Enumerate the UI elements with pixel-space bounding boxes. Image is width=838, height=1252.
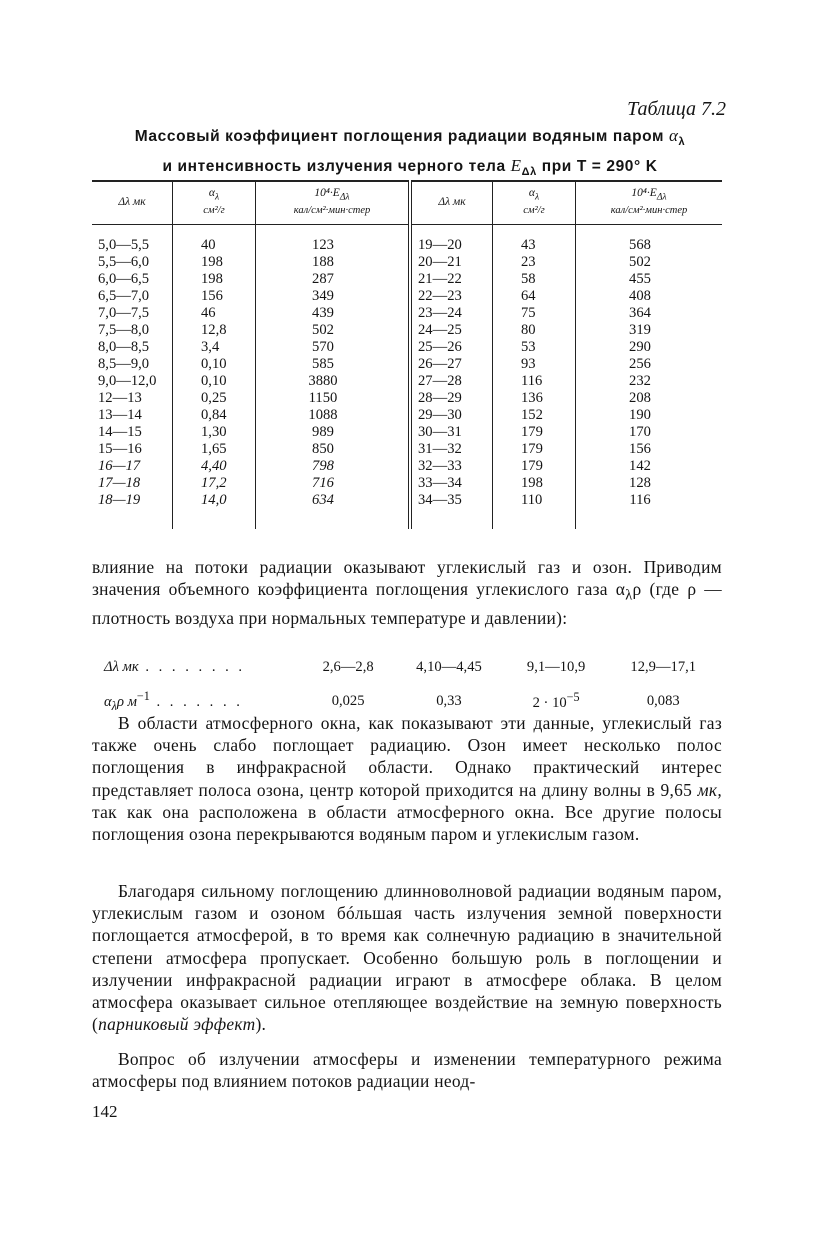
- table-row: [92, 492, 722, 529]
- row-intensity-2: 290: [576, 339, 723, 356]
- row-alpha-2: 53: [493, 339, 576, 356]
- row-intensity-2: 502: [576, 254, 723, 271]
- co2-wavelength-value: 4,10—4,45: [416, 658, 482, 675]
- row-alpha-2: 80: [493, 322, 576, 339]
- header-intensity-1-sub: Δλ: [339, 191, 350, 203]
- table-row: [92, 271, 722, 288]
- caption-alpha-subscript: λ: [678, 136, 686, 149]
- paragraph1-subscript: λ: [625, 587, 633, 604]
- row-wavelength-2: 29—30: [410, 407, 493, 424]
- row-alpha-1: 3,4: [173, 339, 256, 356]
- row-intensity-2: 408: [576, 288, 723, 305]
- row-intensity-1: 585: [256, 356, 411, 373]
- caption-line2-prefix: и интенсивность излучения черного тела: [162, 158, 506, 176]
- row-alpha-1: 17,2: [173, 475, 256, 492]
- caption-alpha-symbol: α: [669, 126, 679, 145]
- row-alpha-2: 58: [493, 271, 576, 288]
- header-alpha-2-symbol: α: [528, 187, 535, 199]
- row-intensity-2: 128: [576, 475, 723, 492]
- row-intensity-1: 287: [256, 271, 411, 288]
- table-row: [92, 356, 722, 373]
- row-wavelength-1: 5,0—5,5: [98, 237, 150, 254]
- row-alpha-2: 179: [493, 424, 576, 441]
- table-row: [92, 339, 722, 356]
- table-row: [92, 305, 722, 322]
- row-wavelength-2: 19—20: [410, 225, 493, 255]
- row-intensity-2: 116: [576, 492, 723, 529]
- absorption-table: [92, 180, 722, 529]
- table-caption: [90, 124, 730, 184]
- row-wavelength-2: 33—34: [410, 475, 493, 492]
- row-wavelength-1: 7,5—8,0: [98, 322, 150, 339]
- header-alpha-1-symbol: α: [208, 187, 215, 199]
- table-row: [92, 458, 722, 475]
- row-intensity-2: 232: [576, 373, 723, 390]
- co2-wavelength-label-text: Δλ мк: [104, 658, 139, 675]
- row-alpha-2: 116: [493, 373, 576, 390]
- row-wavelength-2: 26—27: [410, 356, 493, 373]
- caption-line1-text: Массовый коэффициент поглощения радиации водяным паром: [134, 128, 665, 145]
- co2-wavelength-value: 2,6—2,8: [322, 658, 374, 675]
- paragraph3-text-1: Благодаря сильному поглощению длинноволновой радиации водяным паром, углекислым газом и озоном бóльшая часть излучения земной поверхности поглощается атмосферой, в то время как солнечную радиацию в значительной степени атмосфера пропускает. Особенно большую роль в поглощении и излучении инфракрасной радиации играют в атмосфере облака. В целом атмосфера оказывает сильное отепляющее воздействие на земную поверхность (: [92, 881, 722, 1035]
- row-wavelength-1: 15—16: [98, 441, 142, 458]
- table-row: [92, 373, 722, 390]
- paragraph3-text-2: ).: [255, 1014, 267, 1035]
- header-wavelength-1: Δλ мк: [92, 181, 173, 225]
- row-wavelength-2: 22—23: [410, 288, 493, 305]
- co2-wavelength-value: 9,1—10,9: [526, 658, 586, 675]
- row-wavelength-1: 16—17: [98, 458, 141, 475]
- row-alpha-1: 0,10: [173, 373, 256, 390]
- header-alpha-1-unit: см²/г: [203, 205, 225, 217]
- row-intensity-2: 208: [576, 390, 723, 407]
- row-wavelength-1: 13—14: [98, 407, 142, 424]
- row-wavelength-1: 6,5—7,0: [98, 288, 150, 305]
- co2-coef-sup: −1: [136, 688, 150, 703]
- header-intensity-1: [256, 181, 411, 225]
- row-intensity-1: 716: [256, 475, 411, 492]
- header-intensity-1-symbol: 10⁴·E: [314, 187, 340, 199]
- co2-coef-symbol: α: [104, 693, 112, 710]
- caption-e-subscript: Δλ: [521, 166, 537, 179]
- row-wavelength-1: 8,5—9,0: [98, 356, 150, 373]
- row-intensity-2: 455: [576, 271, 723, 288]
- row-alpha-1: 46: [173, 305, 256, 322]
- row-wavelength-2: 31—32: [410, 441, 493, 458]
- row-wavelength-1: 14—15: [98, 424, 142, 441]
- row-intensity-2: 142: [576, 458, 723, 475]
- co2-wavelength-label: [104, 650, 304, 684]
- row-intensity-1: 439: [256, 305, 411, 322]
- co2-wavelength-value: 12,9—17,1: [630, 658, 697, 675]
- row-intensity-2: 256: [576, 356, 723, 373]
- row-alpha-1: 198: [173, 271, 256, 288]
- row-alpha-1: 0,10: [173, 356, 256, 373]
- co2-coefficient-value: 0,083: [646, 692, 680, 709]
- header-alpha-1-sub: λ: [214, 191, 220, 203]
- table-row: [92, 288, 722, 305]
- co2-coef-value3-sup: −5: [566, 690, 580, 705]
- header-intensity-2-sub: Δλ: [656, 191, 667, 203]
- row-wavelength-2: 23—24: [410, 305, 493, 322]
- row-alpha-2: 64: [493, 288, 576, 305]
- row-wavelength-1: 5,5—6,0: [98, 254, 150, 271]
- row-intensity-1: 850: [256, 441, 411, 458]
- row-intensity-2: 156: [576, 441, 723, 458]
- row-alpha-1: 14,0: [173, 492, 256, 529]
- co2-wavelength-row: [104, 650, 720, 684]
- row-wavelength-2: 20—21: [410, 254, 493, 271]
- row-alpha-1: 1,65: [173, 441, 256, 458]
- caption-temperature: T = 290° K: [576, 158, 658, 176]
- paragraph-co2-intro: [92, 556, 722, 629]
- table-row: [92, 424, 722, 441]
- co2-coef-value3-base: 2 · 10: [532, 694, 567, 711]
- paragraph1-text: влияние на потоки радиации оказывают углекислый газ и озон. Приводим значения объемного коэффициента поглощения углекислого газа α: [92, 557, 722, 600]
- row-wavelength-1: 9,0—12,0: [98, 373, 157, 390]
- row-alpha-1: 40: [173, 225, 256, 255]
- row-alpha-2: 75: [493, 305, 576, 322]
- row-wavelength-1: 7,0—7,5: [98, 305, 150, 322]
- table-row: [92, 441, 722, 458]
- paragraph2-text-2: так как она расположена в области атмосферного окна. Все другие полосы поглощения озона перекрываются водяным паром и углекислым газом.: [92, 801, 722, 845]
- row-alpha-2: 43: [493, 225, 576, 255]
- row-wavelength-2: 25—26: [410, 339, 493, 356]
- header-wavelength-2: Δλ мк: [410, 181, 493, 225]
- paragraph3-term: парниковый эффект: [98, 1014, 256, 1035]
- row-intensity-1: 123: [256, 225, 411, 255]
- row-alpha-2: 152: [493, 407, 576, 424]
- co2-coef-subscript: λ: [111, 698, 117, 713]
- row-intensity-1: 349: [256, 288, 411, 305]
- paragraph1-rest: ρ (где ρ — плотность воздуха при нормальных температуре и давлении):: [92, 579, 722, 628]
- row-intensity-2: 568: [576, 225, 723, 255]
- co2-coef-dots: . . . . . . .: [149, 693, 243, 710]
- row-intensity-1: 1150: [256, 390, 411, 407]
- table-header-row: [92, 181, 722, 225]
- row-intensity-2: 319: [576, 322, 723, 339]
- caption-line-1: [90, 124, 730, 154]
- row-intensity-1: 989: [256, 424, 411, 441]
- caption-line2-mid: при: [536, 158, 577, 176]
- table-row: [92, 322, 722, 339]
- row-wavelength-1: 18—19: [98, 492, 141, 509]
- co2-coefficient-value: 0,33: [436, 692, 462, 709]
- row-intensity-2: 364: [576, 305, 723, 322]
- paragraph-atmosphere-emission: Вопрос об излучении атмосферы и изменении температурного режима атмосферы под влиянием потоков радиации неод-: [92, 1049, 722, 1092]
- row-intensity-1: 502: [256, 322, 411, 339]
- row-intensity-1: 634: [256, 492, 411, 529]
- row-alpha-2: 179: [493, 441, 576, 458]
- row-alpha-2: 136: [493, 390, 576, 407]
- table-row: [92, 475, 722, 492]
- paragraph2-text-1: В области атмосферного окна, как показывают эти данные, углекислый газ также очень слабо поглощает радиацию. Озон имеет несколько полос поглощения в инфракрасной области. Однако практический интерес представляет полоса озона, центр которой приходится на длину волны в 9,65: [92, 713, 722, 800]
- row-wavelength-2: 21—22: [410, 271, 493, 288]
- header-intensity-2-unit: кал/см²·мин·стер: [610, 205, 688, 217]
- caption-e-symbol: E: [510, 156, 522, 176]
- row-alpha-1: 4,40: [173, 458, 256, 475]
- header-alpha-2-unit: см²/г: [523, 205, 545, 217]
- table-label: Таблица 7.2: [627, 98, 726, 120]
- header-intensity-1-unit: кал/см²·мин·стер: [293, 205, 371, 217]
- paragraph-atmospheric-window: [92, 712, 722, 845]
- row-alpha-1: 198: [173, 254, 256, 271]
- row-intensity-1: 188: [256, 254, 411, 271]
- row-intensity-2: 170: [576, 424, 723, 441]
- row-alpha-2: 23: [493, 254, 576, 271]
- row-alpha-1: 0,84: [173, 407, 256, 424]
- header-intensity-2: [576, 181, 723, 225]
- header-alpha-1: [173, 181, 256, 225]
- row-alpha-2: 198: [493, 475, 576, 492]
- row-wavelength-2: 28—29: [410, 390, 493, 407]
- row-intensity-1: 570: [256, 339, 411, 356]
- row-wavelength-1: 17—18: [98, 475, 141, 492]
- table-row: [92, 407, 722, 424]
- row-intensity-2: 190: [576, 407, 723, 424]
- row-alpha-1: 1,30: [173, 424, 256, 441]
- co2-coefficient-table: [104, 650, 720, 718]
- table-row: [92, 225, 722, 255]
- table-row: [92, 254, 722, 271]
- table-row: [92, 390, 722, 407]
- co2-coef-rest: ρ м: [116, 693, 137, 710]
- paragraph-greenhouse: [92, 880, 722, 1035]
- row-alpha-2: 179: [493, 458, 576, 475]
- header-alpha-2: [493, 181, 576, 225]
- page-number: 142: [92, 1102, 118, 1121]
- row-wavelength-1: 6,0—6,5: [98, 271, 150, 288]
- row-wavelength-1: 12—13: [98, 390, 142, 407]
- header-alpha-2-sub: λ: [534, 191, 540, 203]
- row-intensity-1: 798: [256, 458, 411, 475]
- row-alpha-2: 93: [493, 356, 576, 373]
- row-intensity-1: 3880: [256, 373, 411, 390]
- row-wavelength-2: 30—31: [410, 424, 493, 441]
- row-alpha-1: 0,25: [173, 390, 256, 407]
- row-wavelength-2: 34—35: [410, 492, 493, 529]
- co2-wavelength-dots: . . . . . . . .: [138, 658, 246, 675]
- row-alpha-1: 156: [173, 288, 256, 305]
- row-wavelength-2: 27—28: [410, 373, 493, 390]
- header-intensity-2-symbol: 10⁴·E: [631, 187, 657, 199]
- table-body: [92, 225, 722, 530]
- paragraph2-unit: мк,: [697, 779, 722, 800]
- co2-coefficient-value: 0,025: [331, 692, 365, 709]
- row-wavelength-2: 24—25: [410, 322, 493, 339]
- row-alpha-2: 110: [493, 492, 576, 529]
- row-wavelength-2: 32—33: [410, 458, 493, 475]
- row-alpha-1: 12,8: [173, 322, 256, 339]
- row-intensity-1: 1088: [256, 407, 411, 424]
- row-wavelength-1: 8,0—8,5: [98, 339, 150, 356]
